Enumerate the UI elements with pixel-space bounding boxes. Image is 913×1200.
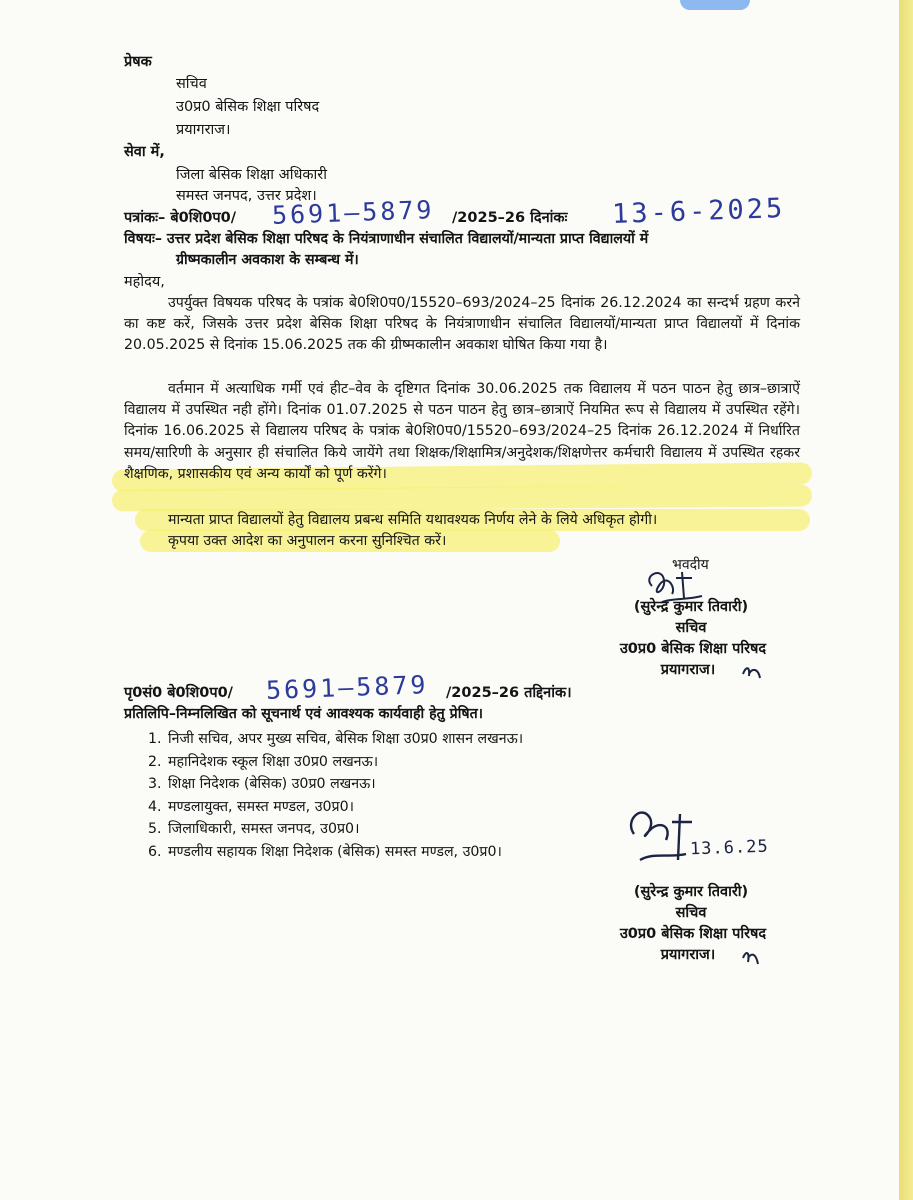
body-paragraph-3: मान्यता प्राप्त विद्यालयों हेतु विद्यालय प्रबन्ध समिति यथावश्यक निर्णय लेने के लिये अधिकृत होगी। (168, 512, 658, 528)
year-date-label: /2025–26 दिनांकः (452, 210, 568, 226)
body-paragraph-4: कृपया उक्त आदेश का अनुपालन करना सुनिश्चित करें। (168, 533, 447, 549)
closing-bhavdiya: भवदीय (672, 557, 709, 573)
copy-ref-year: /2025–26 तद्दिनांक। (446, 685, 572, 701)
list-item: 5. जिलाधिकारी, समस्त जनपद, उ0प्र0। (148, 821, 360, 838)
handwritten-patrank: 5691–5879 (271, 195, 435, 230)
highlight-mark (112, 485, 812, 512)
recipient-label: सेवा में, (124, 144, 165, 160)
recipient-line: समस्त जनपद, उत्तर प्रदेश। (176, 188, 317, 204)
handwritten-date: 13-6-2025 (611, 192, 786, 231)
signature-scribble-2 (620, 800, 710, 870)
sender-line: सचिव (176, 76, 207, 92)
initial-mark-icon (740, 660, 764, 682)
sender-line: प्रयागराज। (176, 122, 231, 138)
salutation: महोदय, (124, 274, 165, 290)
signatory-name: (सुरेन्द्र कुमार तिवारी) (633, 599, 749, 615)
signatory-org: उ0प्र0 बेसिक शिक्षा परिषद (619, 926, 767, 942)
sender-label: प्रेषक (124, 54, 152, 70)
yellow-edge (899, 0, 913, 1200)
body-paragraph-2: वर्तमान में अत्याधिक गर्मी एवं हीट–वेव के दृष्टिगत दिनांक 30.06.2025 तक विद्यालय में पठन पाठन हेतु छात्र–छात्राऐं विद्यालय में उपस्थित नही होंगे। दिनांक 01.07.2025 से पठन पाठन हेतु छात्र–छात्राऐं नियमित रूप से विद्यालय में उपस्थित रहेंगे। दिनांक 16.06.2025 से विद्यालय परिषद के पत्रांक बे0शि0प0/15520–693/2024–25 दिनांक 26.12.2024 में निर्धारित समय/सारिणी के अनुसार ही संचालित किये जायेंगे तथा शिक्षक/शिक्षामित्र/अनुदेशक/शिक्षणेत्तर कर्मचारी विद्यालय में उपस्थित रहकर शैक्षणिक, प्रशासकीय एवं अन्य कार्यों को पूर्ण करेंगे। (124, 381, 800, 482)
list-item: 2. महानिदेशक स्कूल शिक्षा उ0प्र0 लखनऊ। (148, 753, 379, 770)
handwritten-sign-date: 13.6.25 (689, 836, 769, 860)
signatory-name: (सुरेन्द्र कुमार तिवारी) (633, 884, 749, 900)
copy-recipient-list (124, 728, 523, 864)
list-item: 6. मण्डलीय सहायक शिक्षा निदेशक (बेसिक) समस्त मण्डल, उ0प्र0। (148, 843, 502, 860)
signatory-designation: सचिव (675, 905, 707, 921)
list-item: 4. मण्डलायुक्त, समस्त मण्डल, उ0प्र0। (148, 798, 354, 815)
subject-line: विषयः– उत्तर प्रदेश बेसिक शिक्षा परिषद के नियंत्राणाधीन संचालित विद्यालयों/मान्यता प्राप्त विद्यालयों में (124, 231, 649, 247)
signatory-designation: सचिव (675, 620, 707, 636)
copy-heading: प्रतिलिपि–निम्नलिखित को सूचनार्थ एवं आवश्यक कार्यवाही हेतु प्रेषित। (124, 706, 484, 722)
recipient-line: जिला बेसिक शिक्षा अधिकारी (176, 167, 327, 183)
sender-line: उ0प्र0 बेसिक शिक्षा परिषद (176, 99, 320, 115)
initial-mark-icon (740, 946, 762, 968)
copy-ref-label: पृ0सं0 बे0शि0प0/ (124, 685, 233, 701)
list-item: 3. शिक्षा निदेशक (बेसिक) उ0प्र0 लखनऊ। (148, 776, 376, 793)
patrank-label: पत्रांकः– बे0शि0प0/ (124, 210, 237, 226)
body-paragraph-1: उपर्युक्त विषयक परिषद के पत्रांक बे0शि0प0/15520–693/2024–25 दिनांक 26.12.2024 का सन्दर्भ ग्रहण करने का कष्ट करें, जिसके उत्तर प्रदेश बेसिक शिक्षा परिषद के नियंत्राणाधीन संचालित विद्यालयों/मान्यता प्राप्त विद्यालयों में दिनांक 20.05.2025 से दिनांक 15.06.2025 तक की ग्रीष्मकालीन अवकाश घोषित किया गया है। (124, 295, 800, 354)
handwritten-copy-ref: 5691–5879 (265, 670, 429, 705)
signatory-org: उ0प्र0 बेसिक शिक्षा परिषद (619, 641, 767, 657)
subject-line: ग्रीष्मकालीन अवकाश के सम्बन्ध में। (176, 252, 359, 268)
signatory-place: प्रयागराज। (660, 947, 716, 963)
blue-ink-mark (680, 0, 750, 10)
signatory-place: प्रयागराज। (660, 662, 716, 678)
list-item: 1. निजी सचिव, अपर मुख्य सचिव, बेसिक शिक्षा उ0प्र0 शासन लखनऊ। (148, 731, 524, 747)
